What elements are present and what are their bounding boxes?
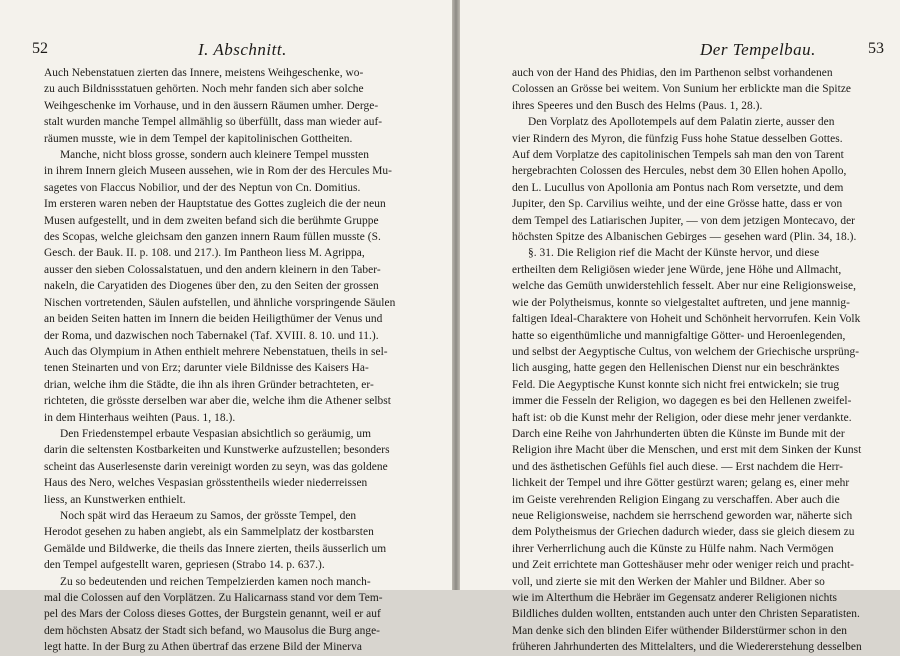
text-line: ausser den sieben Colossalstatuen, und den andern kleinern in den Taber-: [44, 263, 381, 276]
text-line: liess, an Kunstwerken enthielt.: [44, 493, 186, 506]
text-line: Manche, nicht bloss grosse, sondern auch kleinere Tempel mussten: [60, 149, 370, 162]
text-line: Den Vorplatz des Apollotempels auf dem Palatin zierte, ausser den: [528, 116, 835, 129]
text-line: stalt wurden manche Tempel allmählig so überfüllt, dass man wieder auf-: [44, 116, 383, 129]
text-line: wie der Polytheismus, konnte so vielgestaltet auftreten, und jene mannig-: [512, 296, 851, 309]
text-line: darin die seltensten Kostbarkeiten und Kunstwerke aufzustellen; besonders: [44, 444, 390, 457]
text-line: nakeln, die Caryatiden des Diogenes über den, zu den Seiten der grossen: [44, 280, 379, 293]
text-line: zu auch Bildnissstatuen gehörten. Noch mehr fanden sich aber solche: [44, 83, 364, 96]
text-line: dem Tempel des Latiarischen Jupiter, — von dem jetzigen Montecavo, der: [512, 214, 856, 227]
text-line: scheint das Auserlesenste darin vereinigt worden zu seyn, was das goldene: [44, 460, 388, 473]
text-line: und des ästhetischen Gefühls fiel auch diese. — Erst nachdem die Herr-: [512, 460, 843, 473]
text-line: haft ist: ob die Kunst mehr der Religion, oder diese mehr jener verdankte.: [512, 411, 852, 424]
text-line: den L. Lucullus von Apollonia am Pontus nach Rom versetzte, und dem: [512, 181, 844, 194]
text-line: ihres Speeres und den Busch des Helms (Paus. 1, 28.).: [512, 99, 763, 112]
text-line: in dem Hinterhaus weihten (Paus. 1, 18.).: [44, 411, 236, 424]
text-line: Den Friedenstempel erbaute Vespasian absichtlich so geräumig, um: [60, 427, 372, 440]
left-page-header: [20, 40, 432, 62]
text-line: immer die Fesseln der Religion, wo dagegen es bei den Hellenen zweifel-: [512, 395, 852, 408]
text-line: und selbst der Aegyptische Cultus, von welchem der Griechische ursprüng-: [512, 345, 860, 358]
text-line: des Scopas, welche gleichsam den ganzen innern Raum füllen musste (S.: [44, 231, 381, 244]
right-page-header: [510, 40, 886, 62]
text-line: früheren Jahrhunderten des Mittelalters, und die Wiedererstehung desselben: [512, 641, 862, 654]
text-line: wie im Alterthum die Hebräer im Gegensatz anderer Religionen nichts: [512, 592, 838, 604]
left-page-text: [20, 65, 432, 656]
text-line: Gesch. der Bauk. II. p. 108. und 217.). Im Pantheon liess M. Agrippa,: [44, 247, 365, 260]
text-line: faltigen Ideal-Charaktere von Hoheit und Schönheit hervorrufen. Kein Volk: [512, 313, 861, 326]
right-running-title: Der Tempelbau.: [700, 40, 816, 59]
text-line: lich ausging, hatte gegen den Hellenischen Dienst nur ein beschränktes: [512, 362, 840, 375]
text-line: voll, und zierte sie mit den Werken der Mahler und Bildner. Aber so: [512, 575, 825, 588]
text-line: auch von der Hand des Phidias, den im Parthenon selbst vorhandenen: [512, 67, 833, 79]
text-line: mal die Colossen auf den Vorplätzen. Zu Halicarnass stand vor dem Tem-: [44, 592, 383, 604]
text-line: lichkeit der Tempel und ihre Götter gestürzt waren; gelang es, einer mehr: [512, 477, 850, 490]
text-line: Auf dem Vorplatze des capitolinischen Tempels sah man den von Tarent: [512, 149, 844, 162]
text-line: der Roma, und dazwischen noch Tabernakel (Taf. XVIII. 8. 10. und 11.).: [44, 329, 379, 342]
text-line: im Geiste verehrenden Religion Eingang zu verschaffen. Aber auch die: [512, 493, 840, 506]
text-line: Noch spät wird das Heraeum zu Samos, der grösste Tempel, den: [60, 509, 357, 522]
text-line: Man denke sich den blinden Eifer wüthender Bilderstürmer schon in den: [512, 624, 847, 637]
text-line: Im ersteren waren neben der Hauptstatue des Gottes zugleich die der neun: [44, 198, 386, 211]
text-line: Bildliches dulden wollten, entstanden auch unter den Christen Separatisten.: [512, 608, 860, 621]
text-line: pel des Mars der Coloss dieses Gottes, der Burgstein genannt, weil er auf: [44, 608, 381, 621]
text-line: hatte so eigenthümliche und mannigfaltige Götter- und Heroenlegenden,: [512, 329, 846, 342]
text-line: §. 31. Die Religion rief die Macht der Künste hervor, und diese: [528, 247, 820, 260]
text-line: und Zeit errichtete man Gotteshäuser mehr oder weniger reich und pracht-: [512, 559, 855, 572]
text-line: Herodot gesehen zu haben angiebt, als ein Sammelplatz der kostbarsten: [44, 526, 374, 539]
text-line: Weihgeschenke im Vorhause, und in den äussern Räumen umher. Derge-: [44, 99, 379, 112]
text-line: Feld. Die Aegyptische Kunst konnte sich nicht frei entwickeln; sie trug: [512, 378, 840, 391]
right-page-number: 53: [868, 40, 884, 57]
text-line: dem höchsten Absatz der Stadt sich befand, wo Mausolus die Burg ange-: [44, 624, 381, 637]
text-line: welche das Gemüth unwiderstehlich fesselt. Aber nur eine Religionsweise,: [512, 280, 856, 293]
text-line: räumen musste, wie in dem Tempel der kapitolinischen Gottheiten.: [44, 132, 353, 145]
book-gutter: [452, 0, 460, 590]
text-line: Zu so bedeutenden und reichen Tempelzierden kamen noch manch-: [60, 575, 371, 588]
text-line: Jupiter, den Sp. Carvilius weihte, und der eine Grösse hatte, dass er von: [512, 198, 843, 211]
text-line: an beiden Seiten hatten im Innern die beiden Heiligthümer der Venus und: [44, 313, 383, 326]
text-line: Musen aufgestellt, und in dem zweiten befand sich die berühmte Gruppe: [44, 214, 379, 227]
text-line: Colossen an Grösse bei weitem. Von Sunium her erblickte man die Spitze: [512, 83, 852, 96]
text-line: richteten, die grösste derselben war aber die, welche ihm die Athener selbst: [44, 395, 391, 408]
text-line: Auch das Olympium in Athen enthielt mehrere Nebenstatuen, theils in sel-: [44, 345, 388, 358]
text-line: den Tempel aufgestellt waren, gepriesen (Strabo 14. p. 637.).: [44, 559, 325, 572]
text-line: Religion ihre Macht über die Menschen, und erst mit dem Sinken der Kunst: [512, 444, 862, 457]
right-page-text: [510, 65, 886, 656]
text-line: Auch Nebenstatuen zierten das Innere, meistens Weihgeschenke, wo-: [44, 67, 364, 79]
text-line: Darch eine Reihe von Jahrhunderten übten die Künste im Bunde mit der: [512, 427, 845, 440]
left-page-number: 52: [32, 40, 48, 57]
text-line: dem Polytheismus der Griechen dadurch wieder, dass sie gleich diesem zu: [512, 526, 855, 539]
text-line: in ihrem Innern gleich Museen aussehen, wie in Rom der des Hercules Mu-: [44, 165, 393, 178]
text-line: legt hatte. In der Burg zu Athen übertraf das erzene Bild der Minerva: [44, 641, 362, 654]
left-running-title: I. Abschnitt.: [198, 40, 287, 59]
text-line: ertheilten dem Religiösen wieder jene Würde, jene Höhe und Allmacht,: [512, 263, 842, 276]
text-line: vier Rindern des Myron, die fünfzig Fuss hohe Statue desselben Gottes.: [512, 132, 843, 145]
text-line: höchsten Spitze des Albanischen Gebirges — gesehen ward (Plin. 34, 18.).: [512, 231, 857, 244]
text-line: ihrer Verherrlichung auch die Künste zu Hülfe nahm. Nach Vermögen: [512, 542, 834, 555]
text-line: neue Religionsweise, nachdem sie herrschend geworden war, näherte sich: [512, 509, 853, 522]
text-line: Haus des Nero, welches Vespasian grösstentheils wieder niederreissen: [44, 477, 368, 490]
text-line: sagetes von Flaccus Nobilior, und der des Neptun von Cn. Domitius.: [44, 181, 361, 194]
text-line: Gemälde und Bildwerke, die theils das Innere zierten, theils äusserlich um: [44, 542, 387, 555]
text-line: drian, welche ihm die Städte, die ihn als ihren Gründer betrachteten, er-: [44, 378, 374, 391]
text-line: Nischen vortretenden, Säulen aufstellen, und ähnliche vorspringende Säulen: [44, 296, 396, 309]
right-page: [460, 0, 900, 654]
text-line: tenen Steinarten und von Erz; darunter viele Bildnisse des Kaisers Ha-: [44, 362, 369, 375]
text-line: hergebrachten Colossen des Hercules, nebst dem 30 Ellen hohen Apollo,: [512, 165, 847, 178]
